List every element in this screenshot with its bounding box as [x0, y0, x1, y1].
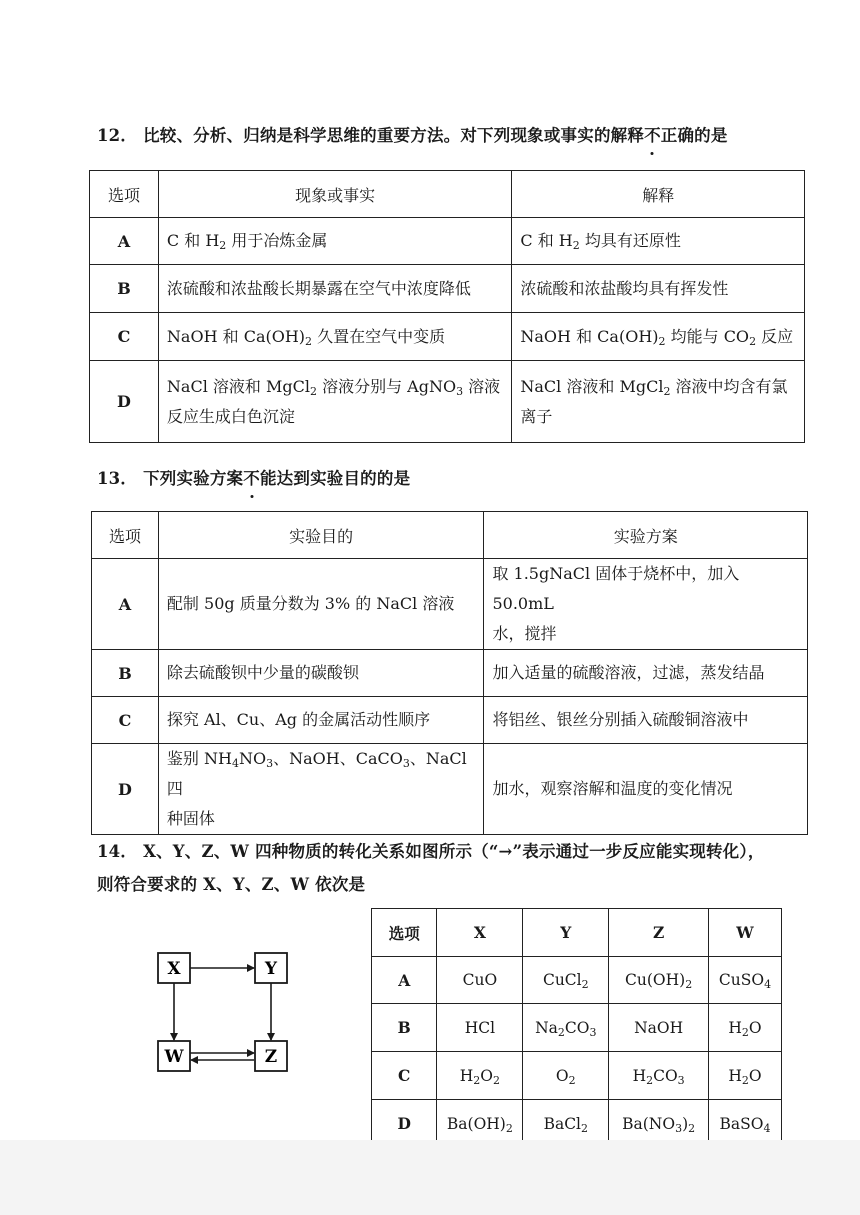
- table-row: A 配制 50g 质量分数为 3% 的 NaCl 溶液 取 1.5gNaCl 固体于烧杯中，加入 50.0mL 水，搅拌: [92, 559, 808, 650]
- header-option: 选项: [92, 512, 159, 559]
- table-row: B 除去硫酸钡中少量的碳酸钡 加入适量的硫酸溶液，过滤，蒸发结晶: [92, 650, 808, 697]
- table-header-row: [372, 909, 782, 957]
- node-x-label: X: [167, 959, 181, 979]
- question-14-table: [371, 908, 782, 1148]
- table-row: D 鉴别 $NH_4NO_3$、NaOH、CaCO$_3$、NaCl 四 种固体 加水，观察溶解和温度的变化情况: [92, 744, 808, 835]
- question-14-stem: 14． X、Y、Z、W 四种物质的转化关系如图所示（“→”表示通过一步反应能实现转化）， 则符合要求的 X、Y、Z、W 依次是: [97, 842, 765, 894]
- table-row: A C 和 $H_2$ 用于冶炼金属 C 和 $H_2$ 均具有还原性: [90, 218, 805, 265]
- table-row: C $H_2O_2$ $O_2$ $H_2CO_3$ $H_2O$: [372, 1052, 782, 1100]
- header-w: W: [709, 909, 782, 957]
- table-row: A CuO CuCl$_2$ $Cu(OH)_2$ CuSO$_4$: [372, 957, 782, 1004]
- question-14-number: 14．: [97, 842, 138, 861]
- node-w-label: W: [164, 1047, 184, 1067]
- question-12-stem: 12． 比较、分析、归纳是科学思维的重要方法。对下列现象或事实的解释不正确的是: [97, 121, 728, 151]
- table-header-row: [90, 171, 805, 218]
- header-option: 选项: [372, 909, 437, 957]
- table-row: C 探究 Al、Cu、Ag 的金属活动性顺序 将铝丝、银丝分别插入硫酸铜溶液中: [92, 697, 808, 744]
- question-13-stem: 13． 下列实验方案不能达到实验目的的是: [97, 464, 410, 494]
- header-explain: 解释: [512, 171, 805, 218]
- header-x: X: [437, 909, 523, 957]
- node-z-label: Z: [264, 1047, 278, 1067]
- header-y: Y: [523, 909, 609, 957]
- question-12-number: 12．: [97, 126, 138, 145]
- table-row: C NaOH 和 $Ca(OH)_2$ 久置在空气中变质 NaOH 和 $Ca(OH)_2$ 均能与 $CO_2$ 反应: [90, 313, 805, 361]
- header-fact: 现象或事实: [158, 171, 511, 218]
- page-bottom-edge: [0, 1140, 860, 1215]
- table-row: B HCl $Na_2CO_3$ NaOH $H_2O$: [372, 1004, 782, 1052]
- header-z: Z: [609, 909, 709, 957]
- header-goal: 实验目的: [158, 512, 484, 559]
- header-option: 选项: [90, 171, 159, 218]
- header-plan: 实验方案: [484, 512, 808, 559]
- conversion-diagram: [150, 945, 295, 1080]
- question-13-number: 13．: [97, 469, 138, 488]
- question-13-table: [91, 511, 808, 835]
- table-row: D $Ba(OH)_2$ BaCl$_2$ $Ba(NO_3)_2$ BaSO$_4$: [372, 1100, 782, 1148]
- node-y-label: Y: [264, 959, 278, 979]
- question-12-table: [89, 170, 805, 443]
- table-row: B 浓硫酸和浓盐酸长期暴露在空气中浓度降低 浓硫酸和浓盐酸均具有挥发性: [90, 265, 805, 313]
- table-header-row: [92, 512, 808, 559]
- table-row: D NaCl 溶液和 MgCl$_2$ 溶液分别与 AgNO$_3$ 溶液 反应生成白色沉淀 NaCl 溶液和 MgCl$_2$ 溶液中均含有氯 离子: [90, 361, 805, 443]
